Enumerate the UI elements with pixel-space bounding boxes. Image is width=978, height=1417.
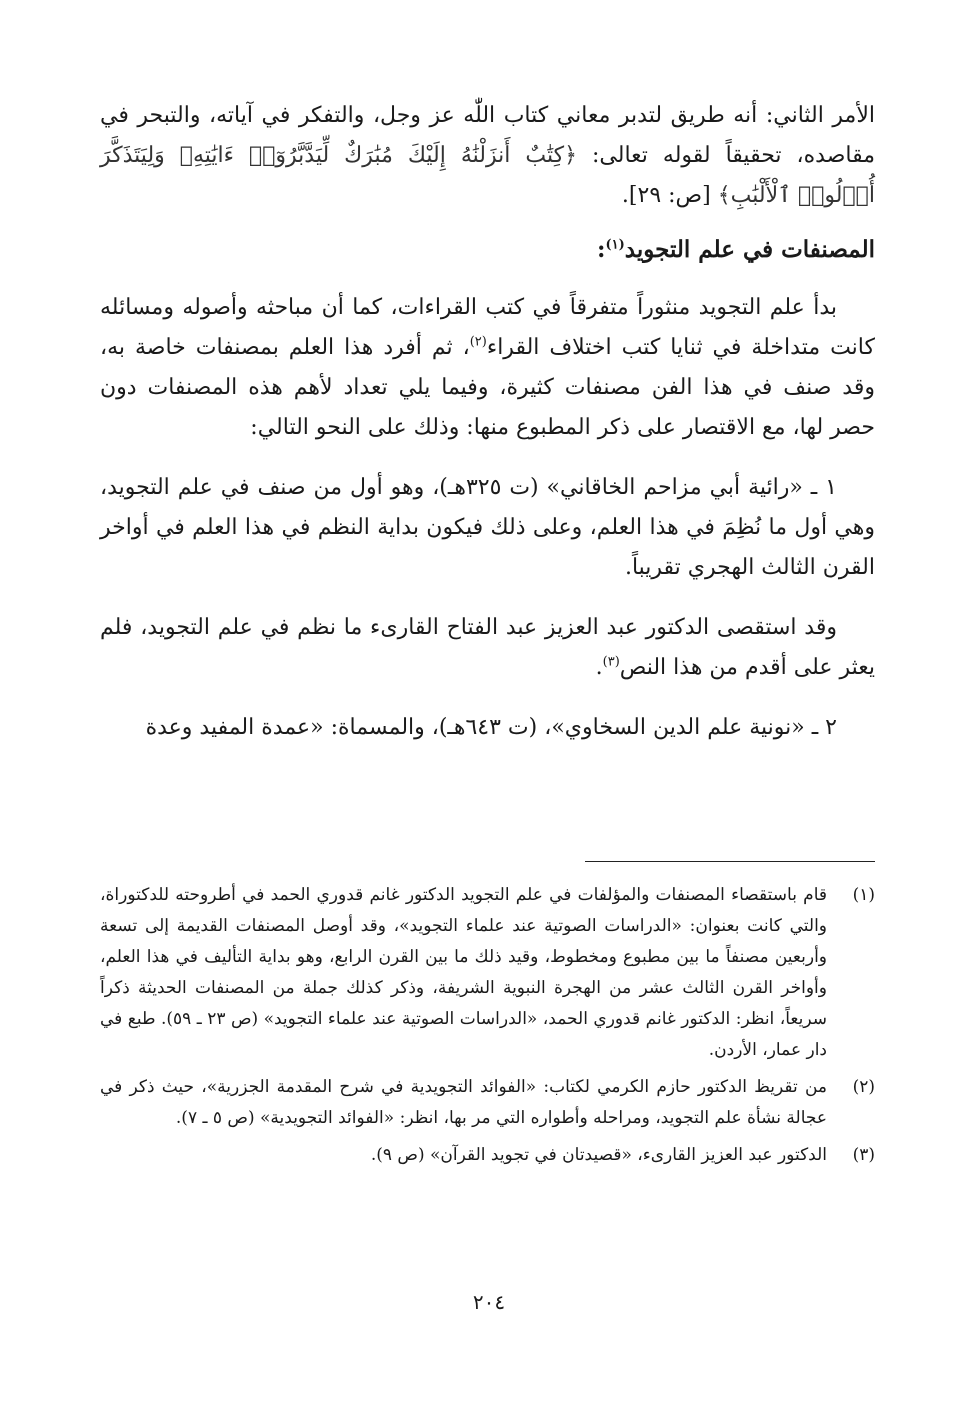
list-item-2 bbox=[100, 708, 875, 748]
paragraph-2-part1: وقد استقصى الدكتور عبد العزيز عبد الفتاح القارىء ما نظم في علم التجويد، فلم يعثر على أقدم من هذا النص bbox=[100, 615, 875, 680]
verse-citation: [ص: ٢٩]. bbox=[621, 183, 711, 208]
section-title bbox=[100, 230, 875, 270]
footnote-2 bbox=[100, 1072, 875, 1134]
paragraph-1 bbox=[100, 288, 875, 448]
list-item-1-text: ١ ـ «رائية أبي مزاحم الخاقاني» (ت ٣٢٥هـ)، وهو أول من صنف في علم التجويد، وهي أول ما نُظِمَ في هذا العلم، وعلى ذلك فيكون بداية النظم في هذا العلم في أواخر القرن الثالث الهجري تقريباً. bbox=[100, 475, 875, 580]
footnote-text: قام باستقصاء المصنفات والمؤلفات في علم التجويد الدكتور غانم قدوري الحمد في أطروحته للدكتوراة، والتي كانت بعنوان: «الدراسات الصوتية عند علماء التجويد»، وقد أوصل المصنفات القديمة إلى تسعة وأربعين مصنفاً ما بين مطبوع ومخطوط، وقيد ذلك ما بين القرن الرابع، وهو بداية التأليف في هذا العلم، وأواخر القرن الثالث عشر من الهجرة النبوية الشريفة، وذكر كذلك جملة من المصنفات الحديثة ذكراً سريعاً، انظر: الدكتور غانم قدوري الحمد، «الدراسات الصوتية عند علماء التجويد» (ص ٢٣ ـ ٥٩). طبع في دار عمار، الأردن. bbox=[100, 885, 827, 1060]
paragraph-1-part2: ، ثم أفرد هذا العلم بمصنفات خاصة به، وقد صنف في هذا الفن مصنفات كثيرة، وفيما يلي تعداد لأهم هذه المصنفات دون حصر لها، مع الاقتصار على ذكر المطبوع منها: وذلك على النحو التالي: bbox=[100, 335, 875, 440]
intro-paragraph bbox=[100, 96, 875, 216]
paragraph-2-part2: . bbox=[595, 655, 603, 680]
footnote-ref-2: (٢) bbox=[469, 334, 487, 350]
section-title-end: : bbox=[596, 236, 606, 263]
footnote-number: (١) bbox=[852, 885, 875, 905]
paragraph-1-part1: بدأ علم التجويد منثوراً متفرقاً في كتب القراءات، كما أن مباحثه وأصوله ومسائله كانت متداخلة في ثنايا كتب اختلاف القراء bbox=[100, 295, 875, 360]
page-number: ٢٠٤ bbox=[472, 1290, 506, 1314]
footnote-divider bbox=[585, 861, 875, 862]
section-title-text: المصنفات في علم التجويد bbox=[624, 236, 875, 263]
footnote-text: من تقريظ الدكتور حازم الكرمي لكتاب: «الفوائد التجويدية في شرح المقدمة الجزرية»، حيث ذكر في عجالة نشأة علم التجويد، ومراحله وأطواره التي مر بها، انظر: «الفوائد التجويدية» (ص ٥ ـ ٧). bbox=[100, 1077, 827, 1128]
footnote-ref-3: (٣) bbox=[602, 654, 620, 670]
footnote-number: (٢) bbox=[852, 1077, 875, 1097]
intro-label: الأمر الثاني: bbox=[765, 103, 875, 128]
footnote-ref-1: (١) bbox=[605, 237, 625, 253]
quran-verse: ﴿كِتَٰبٌ أَنزَلْنَٰهُ إِلَيْكَ مُبَٰرَكٌ لِّيَدَّبَّرُوٓا۟ ءَايَٰتِهِۦ وَلِيَتَذَكَّرَ أُو۟لُوا۟ ٱلْأَلْبَٰبِ﴾ bbox=[100, 143, 875, 208]
list-item-2-text: ٢ ـ «نونية علم الدين السخاوي»، (ت ٦٤٣هـ)، والمسماة: «عمدة المفيد وعدة bbox=[145, 715, 837, 740]
paragraph-2 bbox=[100, 608, 875, 688]
footnote-text: الدكتور عبد العزيز القارىء، «قصيدتان في تجويد القرآن» (ص ٩). bbox=[370, 1145, 827, 1165]
page-body bbox=[100, 96, 875, 748]
footnote-1 bbox=[100, 880, 875, 1066]
list-item-1 bbox=[100, 468, 875, 588]
intro-text: أنه طريق لتدبر معاني كتاب اللّٰه عز وجل، والتفكر في آياته، والتبحر في مقاصده، تحقيقاً لقوله تعالى: bbox=[100, 103, 875, 168]
footnotes bbox=[100, 880, 875, 1177]
footnote-3 bbox=[100, 1140, 875, 1171]
footnote-number: (٣) bbox=[852, 1145, 875, 1165]
